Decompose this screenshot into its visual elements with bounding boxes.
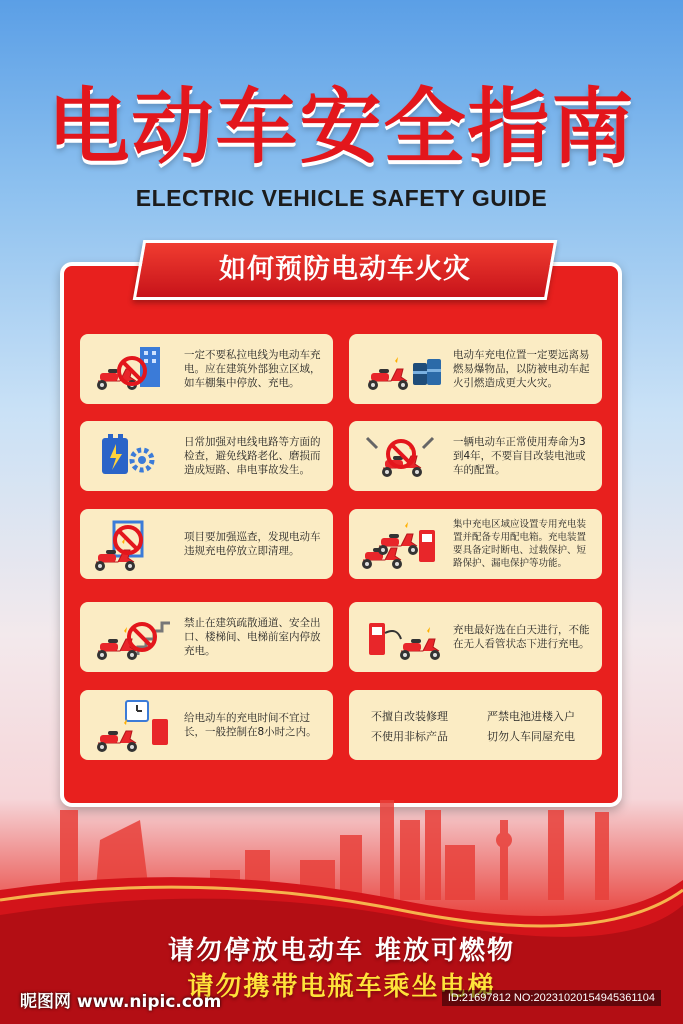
daytime-charging-icon (357, 609, 447, 665)
card-text: 电动车充电位置一定要远离易燃易爆物品，以防被电动车起火引燃造成更大火灾。 (453, 349, 590, 389)
card-text: 一定不要私拉电线为电动车充电。应在建筑外部独立区域，如车棚集中停放、充电。 (184, 349, 321, 389)
no-modification-icon (357, 428, 447, 484)
safety-card (349, 509, 602, 579)
card-text: 禁止在建筑疏散通道、安全出口、楼梯间、电梯前室内停放充电。 (184, 617, 321, 657)
summary-item: 严禁电池进楼入户 (487, 710, 575, 723)
safety-card-summary (349, 690, 602, 760)
card-text: 集中充电区域应设置专用充电装置并配备专用配电箱。充电装置要具备定时断电、过载保护、短路保护、漏电保护等功能。 (453, 519, 587, 569)
no-indoor-charging-icon (88, 341, 178, 397)
watermark-id: ID:21697812 NO:20231020154945361104 (442, 990, 661, 1006)
battery-gear-icon (88, 428, 178, 484)
flammable-barrels-icon (357, 341, 447, 397)
card-text: 日常加强对电线电路等方面的检查，避免线路老化、磨损而造成短路、串电事故发生。 (184, 436, 321, 476)
safety-card (349, 602, 602, 672)
card-text: 给电动车的充电时间不宜过长，一般控制在8小时之内。 (184, 712, 317, 738)
safety-card (80, 334, 333, 404)
clock-charging-icon (88, 697, 178, 753)
safety-card (80, 602, 333, 672)
poster-subtitle: ELECTRIC VEHICLE SAFETY GUIDE (135, 185, 548, 211)
card-text: 项目要加强巡查，发现电动车违规充电停放立即清理。 (184, 531, 321, 557)
card-text: 一辆电动车正常使用寿命为3到4年，不要盲目改装电池或车的配置。 (453, 436, 586, 476)
safety-card (80, 421, 333, 491)
footer-warning-2: 请勿携带电瓶车乘坐电梯 (187, 972, 496, 1002)
safety-card (349, 334, 602, 404)
summary-item: 不擅自改装修理 (371, 710, 448, 723)
safety-card (80, 690, 333, 760)
safety-card (349, 421, 602, 491)
summary-item: 切勿人车同屋充电 (487, 730, 575, 743)
patrol-icon (88, 516, 178, 572)
card-text: 充电最好选在白天进行，不能在无人看管状态下进行充电。 (453, 624, 590, 650)
panel-heading-banner (133, 240, 558, 300)
panel-heading-text: 如何预防电动车火灾 (219, 254, 471, 285)
charging-station-icon (357, 516, 447, 572)
no-stairway-parking-icon (88, 609, 178, 665)
summary-item: 不使用非标产品 (371, 730, 448, 743)
poster-title: 电动车安全指南 (47, 80, 636, 175)
watermark-logo: 昵图网 www.nipic.com (20, 992, 222, 1012)
safety-card (80, 509, 333, 579)
footer-warning-1: 请勿停放电动车 堆放可燃物 (167, 936, 516, 966)
